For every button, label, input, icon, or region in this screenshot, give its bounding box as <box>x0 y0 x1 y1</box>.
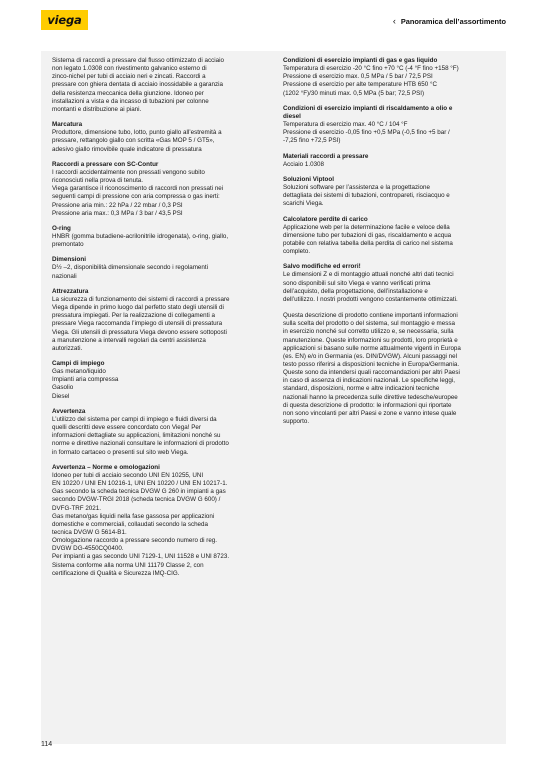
section-materiali <box>283 153 501 169</box>
chevron-left-icon: ‹ <box>392 16 396 26</box>
section-heading: Avvertenza – Norme e omologazioni <box>52 463 160 471</box>
viega-logo <box>41 10 88 30</box>
section-dimensioni <box>52 256 274 280</box>
section-heading: Attrezzatura <box>52 287 89 295</box>
section-heading: Salvo modifiche ed errori! <box>283 263 361 271</box>
section-body: Idoneo per tubi di acciaio secondo UNI EN 10255, UNI EN 10220 / UNI EN 10216-1, UNI EN 10220 / UNI EN 10217-1. Gas secondo la scheda tecnica DVGW G 260 in impianti a gas secondo DVGW-TRGI 2018 (scheda tecnica DVGW G 600) / DVFG-TRF 2021. Gas metano/gas liquidi nella fase gassosa per applicazioni domestiche e commerciali, collaudati secondo la scheda tecnica DVGW G 5614-B1. Omologazione raccordo a pressare secondo numero di reg. DVGW DG-4550CQ0400. Per impianti a gas secondo UNI 7129-1, UNI 11528 e UNI 8723. Sistema conforme alla norma UNI 11179 Classe 2, con certificazione di Qualità e Sicurezza IMQ-CIG. <box>52 471 230 577</box>
section-heading: Raccordi a pressare con SC-Contur <box>52 160 159 168</box>
section-intro <box>52 57 274 114</box>
section-body: Acciaio 1.0308 <box>283 160 325 168</box>
section-body: Gas metano/liquido Impianti aria compressa Gasolio Diesel <box>52 368 119 400</box>
section-heading: Marcatura <box>52 121 83 129</box>
section-viptool <box>283 176 501 209</box>
section-campi-impiego <box>52 360 274 401</box>
section-body: I raccordi accidentalmente non pressati vengono subito riconosciuti nella prova di tenuta. Viega garantisce il riconoscimento di raccordi non pressati nei seguenti campi di pressione con aria compressa o gas inerti: Pressione aria min.: 22 hPa / 22 mbar / 0,3 PSI Pressione aria max.: 0,3 MPa / 3 bar / 43,5 PSI <box>52 168 224 217</box>
section-attrezzatura <box>52 288 274 353</box>
section-heading: Condizioni di esercizio impianti di riscaldamento a olio e diesel <box>283 104 453 120</box>
section-heading: Soluzioni Viptool <box>283 175 334 183</box>
nav-overview-link[interactable] <box>393 17 506 26</box>
section-body: La sicurezza di funzionamento dei sistemi di raccordi a pressare Viega dipende in primo luogo dal perfetto stato degli utensili di pressatura impiegati. Per la realizzazione di collegamenti a pressare Viega raccomanda l’impiego di utensili di pressatura Viega. Gli utensili di pressatura Viega devono essere sottoposti a manutenzione a intervalli regolari da centri assistenza autorizzati. <box>52 295 230 352</box>
logo-text: viega <box>47 13 82 27</box>
section-norme-omologazioni <box>52 464 274 578</box>
section-heading: Condizioni di esercizio impianti di gas e gas liquido <box>283 57 438 64</box>
section-body: Le dimensioni Z e di montaggio attuali nonché altri dati tecnici sono disponibili sul sito Viega e vanno verificati prima dell’acquisto, della progettazione, dell’installazione e dell’utilizzo. I nostri prodotti vengono costantemente ottimizzati. <box>283 271 458 303</box>
section-heading: Materiali raccordi a pressare <box>283 152 369 160</box>
section-body: HNBR (gomma butadiene-acrilonitrile idrogenata), o-ring, giallo, premontato <box>52 232 229 249</box>
section-avvertenza <box>52 408 274 457</box>
section-marcatura <box>52 121 274 154</box>
section-body: L’utilizzo del sistema per campi di impiego e fluidi diversi da quelli descritti deve essere concordato con Viega! Per informazioni dettagliate su applicazioni, limitazioni nonché su norme e direttive nazionali consultare le informazioni di prodotto in formato cartaceo o presenti sul sito web Viega. <box>52 415 229 456</box>
nav-overview-label: Panoramica dell’assortimento <box>400 17 506 26</box>
section-body-2: Questa descrizione di prodotto contiene importanti informazioni sulla scelta del prodotto o del sistema, sul montaggio e messa in esercizio nonché sul corretto utilizzo e, se necessaria, sulla manutenzione. Queste informazioni su prodotti, loro proprietà e applicazioni si basano sulle norme attualmente vigenti in Europa (es. EN) e/o in Germania (es. DIN/DVGW). Alcuni passaggi nel testo posso riferirsi a disposizioni tecniche in Europa/Germania. Queste sono da intendersi quali raccomandazioni per altri Paesi in caso di assenza di indicazioni nazionali. Le specifiche leggi, standard, disposizioni, norme e altre indicazioni tecniche nazionali hanno la precedenza sulle direttive tedesche/europee di questa descrizione di prodotto: le informazioni qui riportate non sono vincolanti per altri Paesi e zone e vanno intese quale supporto. <box>283 312 461 426</box>
section-salvo-modifiche <box>283 263 501 426</box>
section-heading: Campi di impiego <box>52 360 105 367</box>
section-body: D½ –2, disponibilità dimensionale secondo i regolamenti nazionali <box>52 264 208 280</box>
section-body: Soluzioni software per l’assistenza e la progettazione dettagliata dei sistemi di tubazioni, contropareti, risciacquo e scarichi Viega. <box>283 184 450 208</box>
section-o-ring <box>52 225 274 249</box>
right-column <box>283 57 501 433</box>
section-calcolatore <box>283 216 501 257</box>
section-heading: O-ring <box>52 224 71 232</box>
section-condizioni-gas <box>283 57 501 98</box>
section-body: Produttore, dimensione tubo, lotto, punto giallo all’estremità a pressare, rettangolo giallo con scritta «Gas MOP 5 / GT5», adesivo giallo rimovibile quale indicatore di pressatura <box>52 129 222 153</box>
page-number: 114 <box>41 741 53 748</box>
section-body: Sistema di raccordi a pressare dal flusso ottimizzato di acciaio non legato 1.0308 con rivestimento galvanico esterno di zinco-nichel per tubi di acciaio neri e zincati. Raccordi a pressare con ghiera dentata di acciaio inossidabile a garanzia della resistenza meccanica della giunzione. Idoneo per installazioni a vista e da incasso di tubazioni per colonne montanti e distribuzione ai piani. <box>52 57 224 113</box>
section-heading: Avvertenza <box>52 407 86 415</box>
section-heading: Dimensioni <box>52 256 86 264</box>
left-column <box>52 57 274 585</box>
section-sc-contur <box>52 161 274 218</box>
section-body: Applicazione web per la determinazione facile e veloce della dimensione tubo per tubazioni di gas, riscaldamento e acqua potabile con relativa tabella della perdita di carico nel sistema completo. <box>283 223 453 256</box>
section-body: Temperatura di esercizio max. 40 °C / 104 °F Pressione di esercizio -0,05 fino +0,5 MPa (-0,5 fino +5 bar / -7,25 fino +72,5 PSI) <box>283 121 450 145</box>
section-condizioni-olio-diesel <box>283 105 501 146</box>
section-body: Temperatura di esercizio -20 °C fino +70 °C (-4 °F fino +158 °F) Pressione di esercizio max. 0,5 MPa / 5 bar / 72,5 PSI Pressione di esercizio per alte temperature HTB 650 °C (1202 °F)/30 minuti max. 0,5 MPa (5 bar; 72,5 PSI) <box>283 65 459 97</box>
section-heading: Calcolatore perdite di carico <box>283 215 368 223</box>
